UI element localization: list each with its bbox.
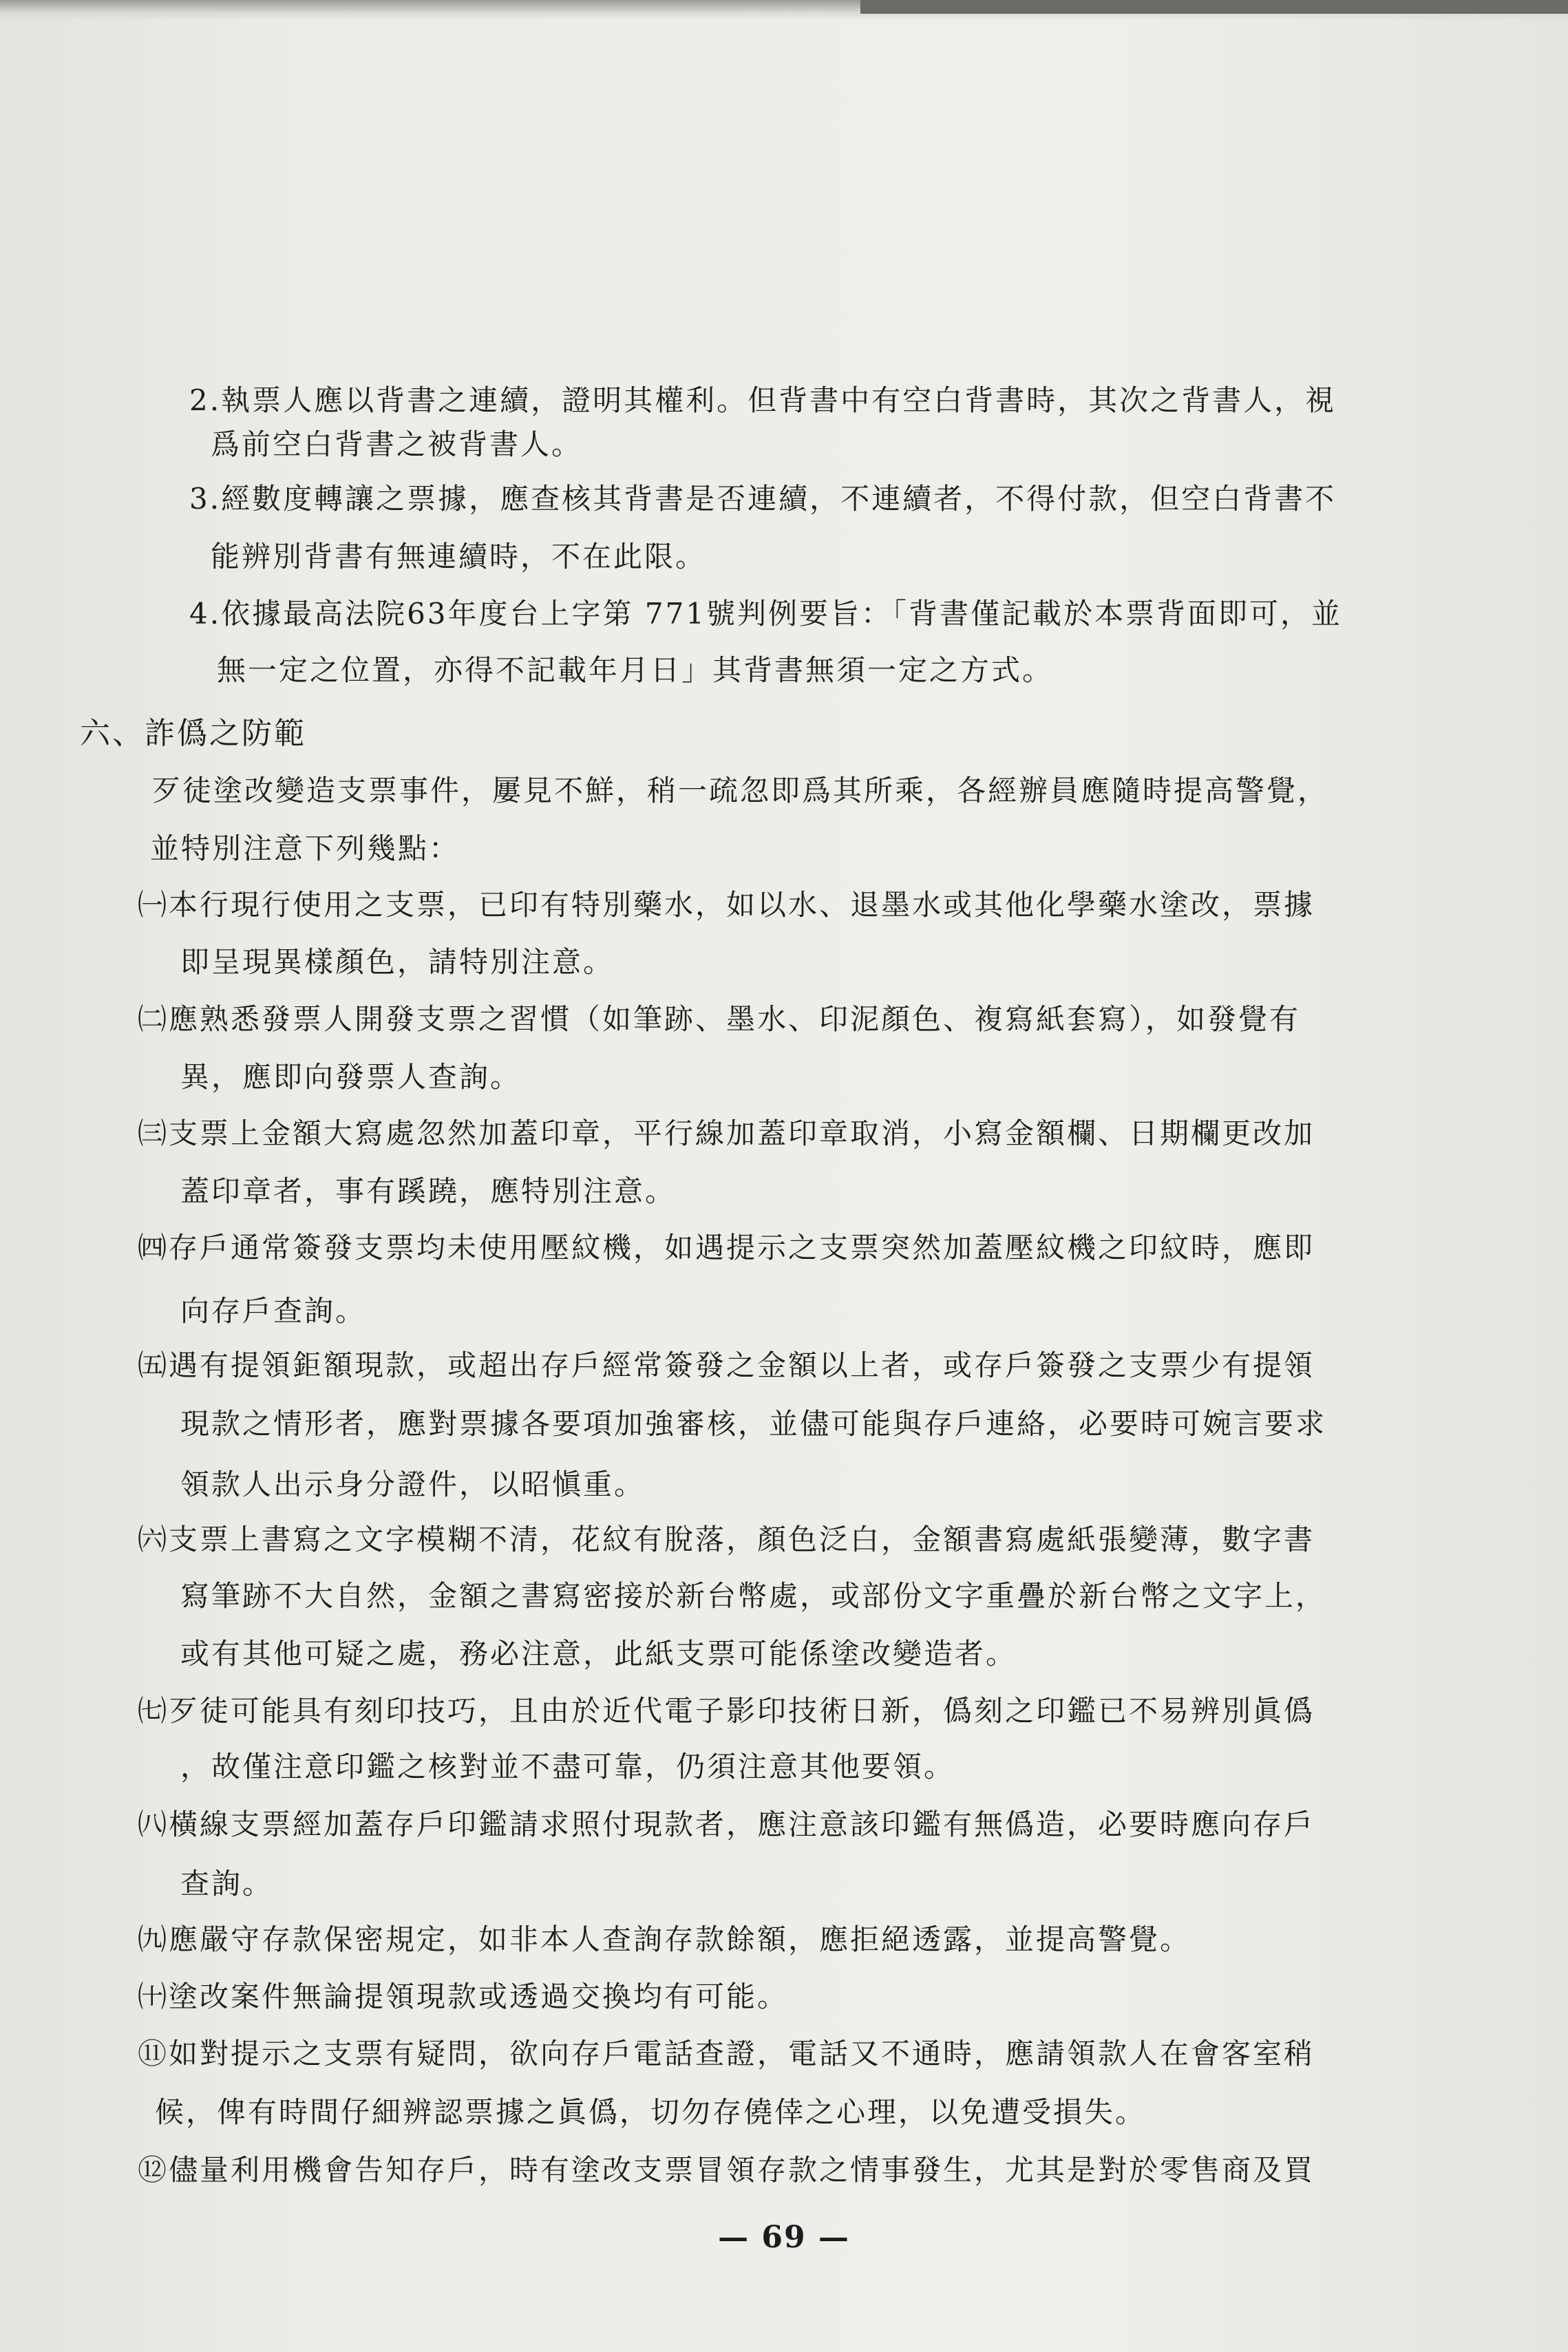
list-item-9: ㈨應嚴守存款保密規定，如非本人查詢存款餘額，應拒絕透露，並提高警覺。 bbox=[138, 1922, 1191, 1956]
list-item-6-c: 或有其他可疑之處，務必注意，此紙支票可能係塗改變造者。 bbox=[180, 1637, 1017, 1671]
text-line-item2-a: 2.執票人應以背書之連續，證明其權利。但背書中有空白背書時，其次之背書人，視 bbox=[189, 383, 1337, 417]
list-item-11-b: 候，俾有時間仔細辨認票據之眞僞，切勿存僥倖之心理，以免遭受損失。 bbox=[155, 2095, 1147, 2129]
list-item-8-b: 查詢。 bbox=[180, 1867, 274, 1900]
text-line-item3-a: 3.經數度轉讓之票據，應查核其背書是否連續，不連續者，不得付款，但空白背書不 bbox=[189, 482, 1337, 516]
list-item-5-c: 領款人出示身分證件，以昭愼重。 bbox=[180, 1468, 646, 1501]
list-item-4-b: 向存戶查詢。 bbox=[180, 1294, 367, 1328]
list-item-4-a: ㈣存戶通常簽發支票均未使用壓紋機，如遇提示之支票突然加蓋壓紋機之印紋時，應即 bbox=[138, 1231, 1315, 1264]
list-item-6-b: 寫筆跡不大自然，金額之書寫密接於新台幣處，或部份文字重疊於新台幣之文字上， bbox=[180, 1579, 1327, 1613]
list-item-2-b: 異，應即向發票人查詢。 bbox=[180, 1060, 522, 1094]
text-line-item4-a: 4.依據最高法院63年度台上字第 771號判例要旨：「背書僅記載於本票背面即可，並 bbox=[189, 597, 1343, 631]
list-item-6-a: ㈥支票上書寫之文字模糊不清，花紋有脫落，顏色泛白，金額書寫處紙張變薄，數字書 bbox=[138, 1523, 1315, 1556]
text-line-item2-b: 爲前空白背書之被背書人。 bbox=[211, 427, 583, 461]
list-item-1-a: ㈠本行現行使用之支票，已印有特別藥水，如以水、退墨水或其他化學藥水塗改，票據 bbox=[138, 888, 1315, 922]
page-number: — 69 — bbox=[718, 2220, 850, 2255]
list-item-5-a: ㈤遇有提領鉅額現款，或超出存戶經常簽發之金額以上者，或存戶簽發之支票少有提領 bbox=[138, 1348, 1315, 1382]
scan-shadow-dark bbox=[860, 0, 1568, 14]
text-line-item3-b: 能辨別背書有無連續時，不在此限。 bbox=[211, 540, 707, 573]
section-heading: 六、詐僞之防範 bbox=[80, 716, 306, 751]
text-line-intro-a: 歹徒塗改變造支票事件，屢見不鮮，稍一疏忽即爲其所乘，各經辦員應隨時提高警覺， bbox=[151, 774, 1329, 807]
list-item-1-b: 即呈現異樣顏色，請特別注意。 bbox=[180, 945, 615, 979]
list-item-3-b: 蓋印章者，事有蹊蹺，應特別注意。 bbox=[180, 1174, 677, 1208]
list-item-7-a: ㈦歹徒可能具有刻印技巧，且由於近代電子影印技術日新，僞刻之印鑑已不易辨別眞僞 bbox=[138, 1694, 1315, 1728]
list-item-5-b: 現款之情形者，應對票據各要項加強審核，並儘可能與存戶連絡，必要時可婉言要求 bbox=[180, 1407, 1327, 1441]
text-line-item4-b: 無一定之位置，亦得不記載年月日」其背書無須一定之方式。 bbox=[217, 653, 1054, 687]
list-item-12-a: ⑫儘量利用機會告知存戶，時有塗改支票冒領存款之情事發生，尤其是對於零售商及買 bbox=[138, 2153, 1315, 2187]
list-item-7-b: ，故僅注意印鑑之核對並不盡可靠，仍須注意其他要領。 bbox=[180, 1750, 955, 1783]
list-item-11-a: ⑪如對提示之支票有疑問，欲向存戶電話查證，電話又不通時，應請領款人在會客室稍 bbox=[138, 2037, 1315, 2070]
list-item-8-a: ㈧橫線支票經加蓋存戶印鑑請求照付現款者，應注意該印鑑有無僞造，必要時應向存戶 bbox=[138, 1808, 1315, 1841]
list-item-10: ㈩塗改案件無論提領現款或透過交換均有可能。 bbox=[138, 1980, 789, 2013]
list-item-2-a: ㈡應熟悉發票人開發支票之習慣（如筆跡、墨水、印泥顏色、複寫紙套寫），如發覺有 bbox=[138, 1002, 1301, 1036]
text-line-intro-b: 並特別注意下列幾點： bbox=[150, 831, 460, 865]
list-item-3-a: ㈢支票上金額大寫處忽然加蓋印章，平行線加蓋印章取消，小寫金額欄、日期欄更改加 bbox=[138, 1116, 1315, 1150]
